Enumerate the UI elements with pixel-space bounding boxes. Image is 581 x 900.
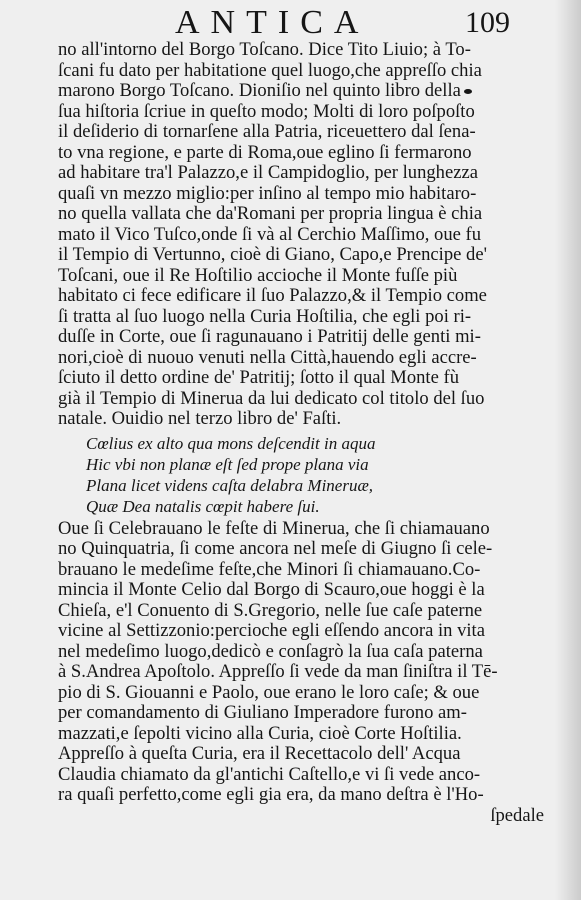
text-line: già il Tempio di Minerua da lui dedicato col titolo del ſuo [58, 388, 485, 409]
text-line: nori,cioè di nuouo venuti nella Città,hauendo egli accre- [58, 347, 477, 368]
text-line: Oue ſi Celebrauano le feſte di Minerua, che ſi chiamauano [58, 518, 490, 539]
text-line: quaſi vn mezzo miglio:per inſino al tempo mio habitaro- [58, 183, 477, 204]
text-line: ſi tratta al ſuo luogo nella Curia Hoſtilia, che egli poi ri- [58, 306, 472, 327]
text-line: ſcani fu dato per habitatione quel luogo,che appreſſo chia [58, 60, 482, 81]
text-line: duſſe in Corte, oue ſi ragunauano i Patritij delle genti mi- [58, 327, 481, 347]
running-title: ANTICA [175, 4, 370, 41]
verse-line: Plana licet videns caſta delabra Mineruæ, [86, 475, 374, 495]
verse-quotation [58, 433, 558, 517]
text-line: brauano le medeſime feſte,che Minori ſi chiamauano.Co- [58, 559, 481, 580]
text-line: mincia il Monte Celio dal Borgo di Scauro,oue hoggi è la [58, 580, 485, 600]
text-line: marono Borgo Toſcano. Dioniſio nel quinto libro della [58, 81, 558, 102]
text-line: il deſiderio di tornarſene alla Patria, riceuettero dal ſena- [58, 122, 476, 142]
text-line: ſciuto il detto ordine de' Patritij; ſotto il qual Monte fù [58, 368, 459, 388]
paragraph-continuation [58, 519, 558, 806]
text-line: ra quaſi perfetto,come egli gia era, da mano deſtra è l'Ho- [58, 785, 484, 805]
text-line: il Tempio di Vertunno, cioè di Giano, Capo,e Prencipe de' [58, 245, 487, 265]
text-line: no quella vallata che da'Romani per propria lingua è chia [58, 204, 483, 224]
text-line: pio di S. Giouanni e Paolo, oue erano le loro caſe; & oue [58, 682, 480, 703]
text-line: vicine al Settizzonio:percioche egli eſſendo ancora in vita [58, 621, 485, 641]
text-block [58, 40, 558, 826]
page-gutter-shadow [555, 0, 581, 900]
verse-line: Quæ Dea natalis cœpit habere ſui. [86, 496, 320, 516]
text-line: à S.Andrea Apoſtolo. Appreſſo ſi vede da man ſiniſtra il Tē- [58, 662, 498, 682]
text-line: habitato ci fece edificare il ſuo Palazzo,& il Tempio come [58, 286, 487, 306]
text-line: natale. Ouidio nel terzo libro de' Faſti. [58, 409, 342, 429]
text-line: Toſcani, oue il Re Hoſtilio accioche il Monte fuſſe più [58, 265, 458, 286]
text-line: ſua hiſtoria ſcriue in queſto modo; Molti di loro poſpoſto [58, 101, 475, 122]
text-line: Appreſſo à queſta Curia, era il Recettacolo dell' Acqua [58, 744, 461, 764]
printer-ornament-icon [464, 89, 472, 94]
page-number: 109 [465, 6, 510, 39]
verse-line: Hic vbi non planæ eſt ſed prope plana via [86, 454, 369, 474]
text-line: no Quinquatria, ſi come ancora nel meſe di Giugno ſi cele- [58, 539, 493, 559]
text-line: nel medeſimo luogo,dedicò e conſagrò la ſua caſa paterna [58, 641, 483, 662]
text-line: Chieſa, e'l Conuento di S.Gregorio, nelle ſue caſe paterne [58, 600, 483, 621]
verse-line: Cœlius ex alto qua mons deſcendit in aqua [86, 433, 376, 453]
text-line: ad habitare tra'l Palazzo,e il Campidoglio, per lunghezza [58, 163, 478, 183]
catchword: ſpedale [490, 805, 544, 826]
text-line: Claudia chiamato da gl'antichi Caſtello,e vi ſi vede anco- [58, 764, 481, 785]
text-line: per comandamento di Giuliano Imperadore furono am- [58, 703, 467, 723]
paragraph-main [58, 40, 558, 430]
text-line: no all'intorno del Borgo Toſcano. Dice Tito Liuio; à To- [58, 40, 471, 60]
page-header [0, 4, 581, 44]
text-line: mato il Vico Tuſco,onde ſi và al Cerchio Maſſimo, oue fu [58, 224, 482, 245]
text-line: mazzati,e ſepolti vicino alla Curia, cioè Corte Hoſtilia. [58, 723, 462, 744]
text-line: to vna regione, e parte di Roma,oue eglino ſi fermarono [58, 142, 472, 163]
